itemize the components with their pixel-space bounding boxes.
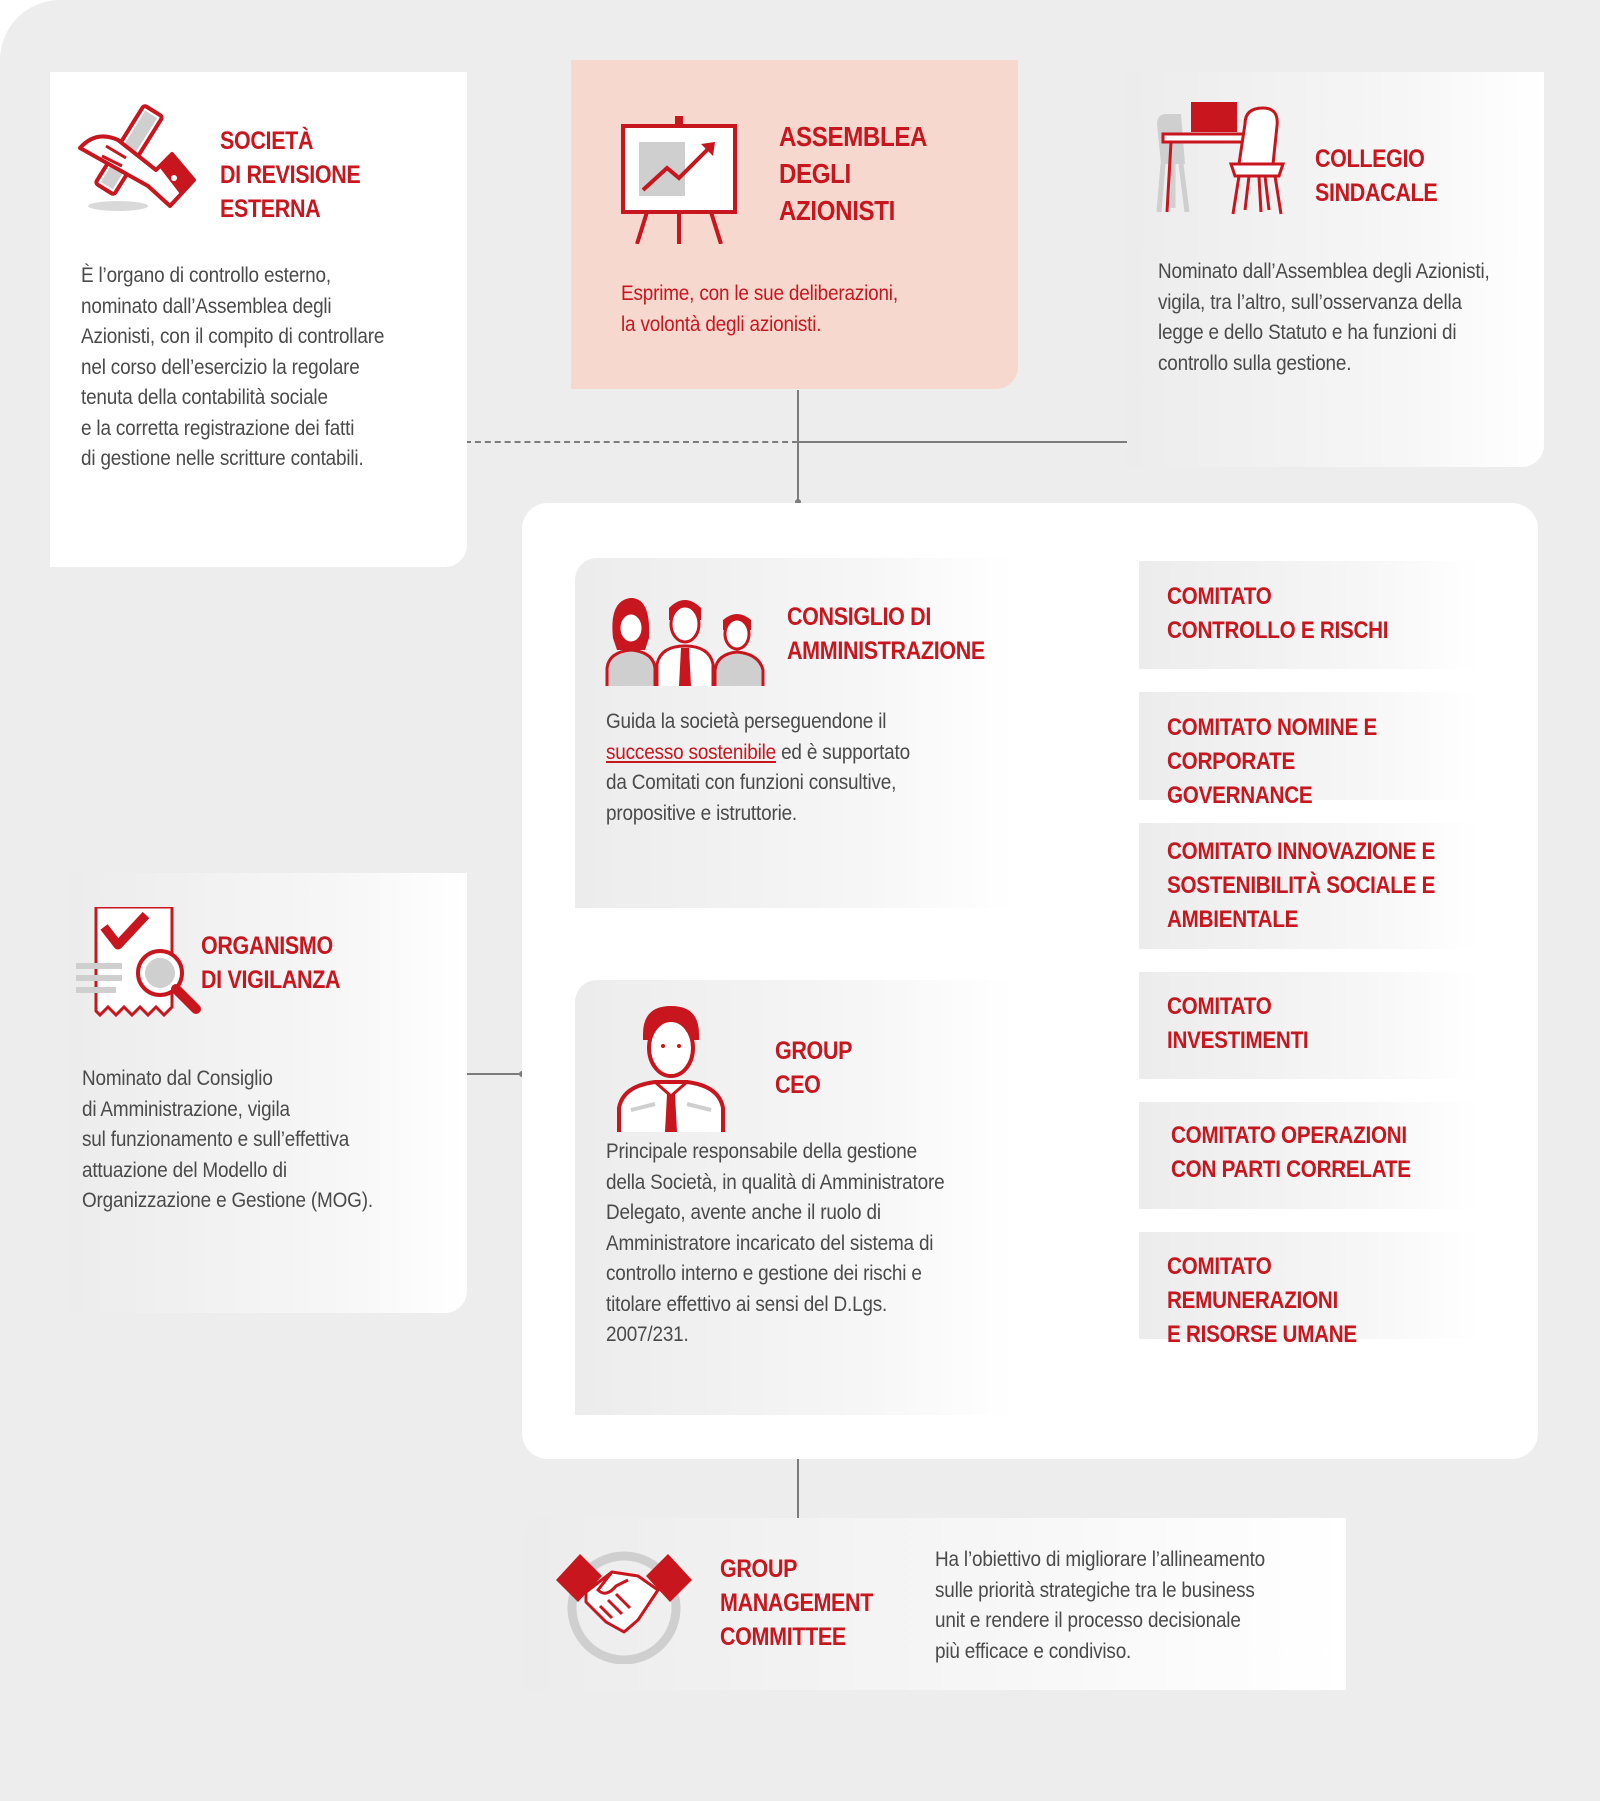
societa-revisione-description: È l’organo di controllo esterno, nominato dall’Assemblea degli Azionisti, con il compito di controllare nel corso dell’esercizio la regolare tenuta della contabilità sociale e la corretta registrazione dei fatti di gestione nelle scritture contabili. bbox=[81, 263, 385, 470]
checklist-magnifier-icon bbox=[76, 907, 218, 1027]
committee-box bbox=[1139, 1232, 1479, 1348]
collegio-card bbox=[1127, 72, 1544, 467]
ceo-person-icon bbox=[615, 1000, 727, 1132]
collegio-description: Nominato dall’Assemblea degli Azionisti, vigila, tra l’altro, sull’osservanza della legge e dello Statuto e ha funzioni di controllo sulla gestione. bbox=[1158, 259, 1490, 375]
gmc-description: Ha l’obiettivo di migliorare l’allineamento sulle priorità strategiche tra le business unit e rendere il processo decisionale più efficace e condiviso. bbox=[935, 1547, 1265, 1663]
dashed-connector-revisione bbox=[465, 441, 798, 443]
connector-organismo bbox=[467, 1073, 522, 1075]
organismo-card bbox=[68, 873, 467, 1313]
committee-box bbox=[1139, 1102, 1479, 1209]
consiglio-description-part2: ed è supportato da Comitati con funzioni consultive, propositive e istruttorie. bbox=[606, 739, 910, 825]
ceo-title: GROUP CEO bbox=[775, 1037, 853, 1099]
committee-label: COMITATO REMUNERAZIONI E RISORSE UMANE bbox=[1167, 1253, 1357, 1348]
committee-box bbox=[1139, 823, 1479, 949]
ceo-card bbox=[575, 980, 1015, 1415]
connector-assemblea-consiglio bbox=[797, 390, 799, 503]
handshake-icon bbox=[554, 1546, 694, 1664]
consiglio-card bbox=[575, 558, 1015, 908]
assemblea-card bbox=[571, 60, 1018, 389]
assemblea-description: Esprime, con le sue deliberazioni, la volontà degli azionisti. bbox=[621, 281, 898, 336]
consiglio-description-part1: Guida la società perseguendone il bbox=[606, 709, 887, 733]
organismo-title: ORGANISMO DI VIGILANZA bbox=[201, 932, 341, 994]
assemblea-title: ASSEMBLEA DEGLI AZIONISTI bbox=[779, 121, 928, 226]
societa-revisione-card bbox=[50, 72, 467, 567]
committee-box bbox=[1139, 972, 1479, 1079]
committee-label: COMITATO NOMINE E CORPORATE GOVERNANCE bbox=[1167, 714, 1378, 809]
successo-sostenibile-highlight: successo sostenibile bbox=[606, 739, 777, 764]
board-people-icon bbox=[605, 590, 765, 686]
connector-collegio bbox=[797, 441, 1127, 443]
presentation-chart-icon bbox=[619, 116, 739, 244]
meeting-chairs-icon bbox=[1153, 94, 1293, 219]
consiglio-title: CONSIGLIO DI AMMINISTRAZIONE bbox=[787, 603, 985, 665]
gmc-card bbox=[522, 1518, 1346, 1690]
committee-label: COMITATO INVESTIMENTI bbox=[1167, 993, 1309, 1054]
committee-label: COMITATO CONTROLLO E RISCHI bbox=[1167, 583, 1389, 644]
ceo-description: Principale responsabile della gestione della Società, in qualità di Amministratore Delegato, avente anche il ruolo di Amministratore incaricato del sistema di controllo interno e gestione dei rischi e titolare effettivo ai sensi del D.Lgs. 2007/231. bbox=[606, 1139, 945, 1346]
connector-to-gmc bbox=[797, 1458, 799, 1518]
committee-box bbox=[1139, 561, 1479, 669]
consiglio-description bbox=[606, 706, 910, 828]
organismo-description: Nominato dal Consiglio di Amministrazione, vigila sul funzionamento e sull’effettiva attuazione del Modello di Organizzazione e Gestione (MOG). bbox=[82, 1066, 373, 1212]
committee-label: COMITATO OPERAZIONI CON PARTI CORRELATE bbox=[1171, 1122, 1411, 1183]
collegio-title: COLLEGIO SINDACALE bbox=[1315, 145, 1438, 207]
committee-label: COMITATO INNOVAZIONE E SOSTENIBILITÀ SOCIALE E AMBIENTALE bbox=[1167, 838, 1436, 933]
gmc-title: GROUP MANAGEMENT COMMITTEE bbox=[720, 1555, 874, 1651]
societa-revisione-title: SOCIETÀ DI REVISIONE ESTERNA bbox=[220, 127, 361, 223]
committee-box bbox=[1139, 692, 1479, 809]
pen-hand-icon bbox=[76, 94, 201, 216]
